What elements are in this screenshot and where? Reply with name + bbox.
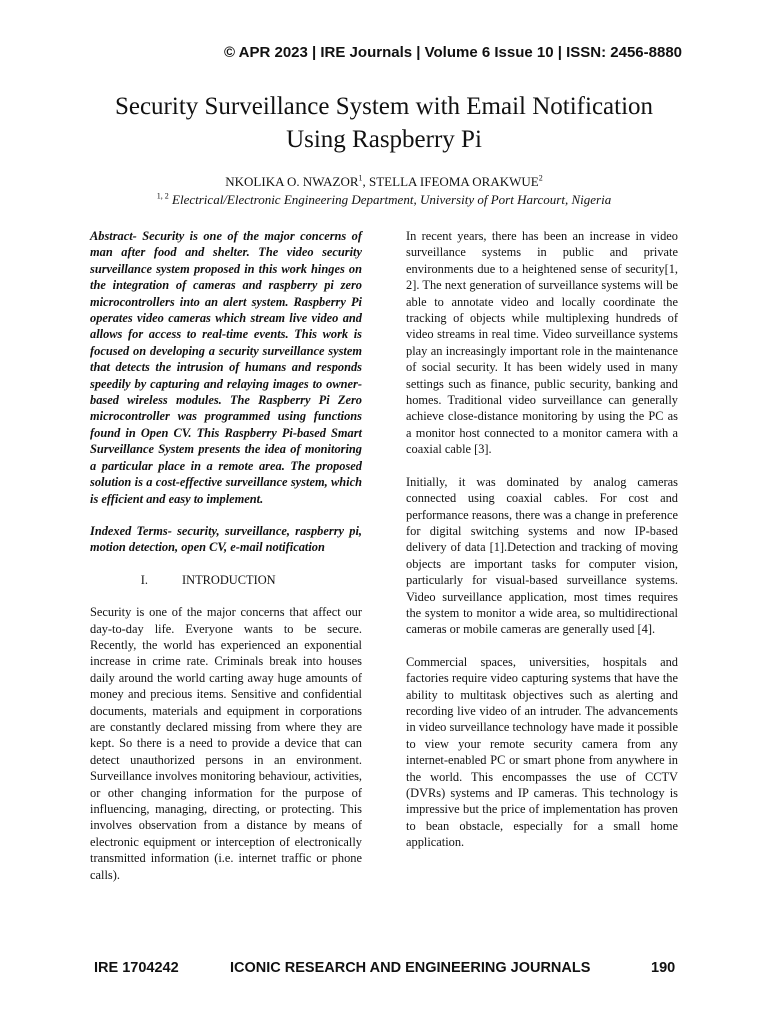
journal-header: © APR 2023 | IRE Journals | Volume 6 Issue 10 | ISSN: 2456-8880 <box>223 44 682 61</box>
left-column <box>90 228 362 899</box>
section-heading <box>90 572 362 588</box>
footer-paper-id: IRE 1704242 <box>94 960 179 976</box>
author-list <box>0 174 768 190</box>
affiliation-mark: 1, 2 <box>156 191 169 201</box>
right-column <box>406 228 678 867</box>
affiliation <box>0 192 768 208</box>
index-terms: Indexed Terms- security, surveillance, raspberry pi, motion detection, open CV, e-mail notification <box>90 523 362 555</box>
footer-journal-name: ICONIC RESEARCH AND ENGINEERING JOURNALS <box>230 960 591 976</box>
author-2-affiliation-mark: 2 <box>538 173 543 183</box>
affiliation-text: Electrical/Electronic Engineering Department, University of Port Harcourt, Nigeria <box>168 192 612 207</box>
body-paragraph: Initially, it was dominated by analog cameras connected using coaxial cables. For cost and performance reasons, there was a change in preference for digital switching systems and now IP-based delivery of data [1].Detection and tracking of moving objects are important tasks for computer vision, particularly for visual-based surveillance systems. Video surveillance application, most times requires the system to monitor a wide area, so multidirectional cameras or mobile cameras are generally used [4]. <box>406 474 678 637</box>
footer-page-number: 190 <box>651 960 676 976</box>
author-1-affiliation-mark: 1 <box>358 173 363 183</box>
body-paragraph: Security is one of the major concerns that affect our day-to-day life. Everyone wants to be secure. Recently, the world has experienced an exponential increase in crime rate. Criminals break into houses daily around the world carting away huge amounts of money and precious items. Sensitive and confidential documents, materials and equipment in corporations are constantly declared missing from where they are kept. So there is a need to provide a device that can detect unauthorized persons in an environment. Surveillance involves monitoring behaviour, activities, or other changing information for the purpose of influencing, managing, directing, or protecting. This involves observation from a distance by means of electronic equipment or interception of electronically transmitted information (i.e. internet traffic or phone calls). <box>90 605 362 882</box>
abstract: Abstract- Security is one of the major concerns of man after food and shelter. The video security surveillance system proposed in this work hinges on the integration of cameras and raspberry pi zero microcontrollers into an alert system. Raspberry Pi operates video cameras which stream live video and allows for access to real-time events. This work is focused on developing a security surveillance system that detects the intrusion of humans and responds speedily by capturing and relaying images to owner-based wireless modules. The Raspberry Pi Zero microcontroller was programmed using functions found in Open CV. This Raspberry Pi-based Smart Surveillance System presents the idea of monitoring a particular place in a remote area. The proposed solution is a cost-effective surveillance system, which is efficient and easy to implement. <box>90 229 362 506</box>
section-title: INTRODUCTION <box>182 572 276 587</box>
paper-title-line-1: Security Surveillance System with Email Notification <box>114 93 654 120</box>
paper-title <box>0 90 768 156</box>
author-separator: , <box>362 174 370 189</box>
author-2: STELLA IFEOMA ORAKWUE <box>369 174 539 189</box>
body-paragraph: Commercial spaces, universities, hospitals and factories require video capturing systems that have the ability to multitask objectives such as alerting and recording live video of an intruder. The advancements in video surveillance technology have made it possible to view your remote security camera from any internet-enabled PC or smart phone from anywhere in the world. This encompasses the use of CCTV (DVRs) systems and IP cameras. This technology is impressive but the price of implementation has proven to bean obstacle, especially for a small home application. <box>406 654 678 850</box>
section-number: I. <box>140 572 148 587</box>
body-paragraph: In recent years, there has been an increase in video surveillance systems in public and private environments due to a heightened sense of security[1, 2]. The next generation of surveillance systems will be able to annotate video and locally coordinate the tracking of objects while multiplexing hundreds of video streams in real time. Video surveillance systems play an increasingly important role in the maintenance of social security. It has been widely used in many settings such as finance, public security, banking and homes. Traditional video surveillance can generally achieve close-distance monitoring by using the PC as a monitor host connected to a monitor camera with a coaxial cable [3]. <box>406 229 678 457</box>
author-1: NKOLIKA O. NWAZOR <box>225 174 359 189</box>
paper-title-line-2: Using Raspberry Pi <box>286 126 482 153</box>
